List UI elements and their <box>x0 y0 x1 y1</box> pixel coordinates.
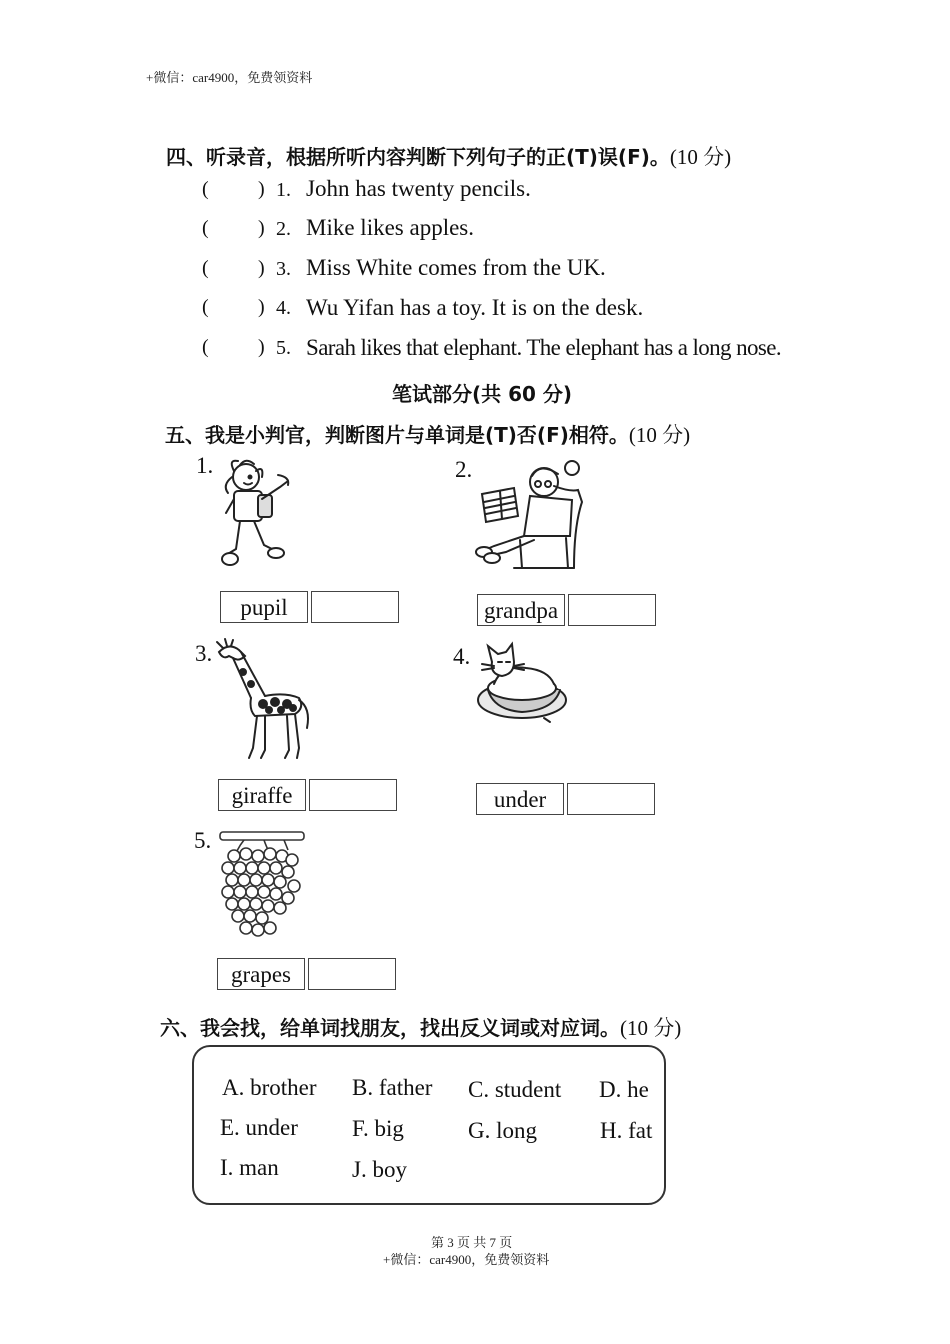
word-option: C. student <box>468 1077 562 1102</box>
word-box: grandpa <box>477 594 565 626</box>
word-option: I. man <box>220 1155 279 1180</box>
grapes-icon <box>214 830 310 942</box>
girl-with-backpack-icon <box>218 455 298 575</box>
answer-paren-close: ) <box>258 178 265 200</box>
word-option: G. long <box>468 1118 537 1143</box>
word-option: D. he <box>599 1077 649 1102</box>
watermark-top: +微信：car4900，免费领资料 <box>146 70 313 85</box>
section-6-title <box>160 1012 681 1042</box>
question-number: 5. <box>276 337 291 359</box>
answer-box[interactable] <box>311 591 399 623</box>
question-text: Mike likes apples. <box>306 215 474 240</box>
picture-number: 5. <box>194 828 212 853</box>
word-box: pupil <box>220 591 308 623</box>
section-6-points: (10 分) <box>620 1016 682 1040</box>
picture-number: 4. <box>453 644 471 669</box>
question-text: John has twenty pencils. <box>306 176 531 201</box>
answer-box[interactable] <box>568 594 656 626</box>
answer-paren-close: ) <box>258 296 265 318</box>
answer-paren-open[interactable]: ( <box>202 217 209 239</box>
section-5-title <box>165 419 690 449</box>
word-option: E. under <box>220 1115 298 1140</box>
answer-paren-open[interactable]: ( <box>202 336 209 358</box>
word-option: A. brother <box>222 1075 317 1100</box>
giraffe-icon <box>215 638 315 766</box>
picture-number: 2. <box>455 457 473 482</box>
question-text: Miss White comes from the UK. <box>306 255 606 280</box>
word-bank <box>192 1045 666 1205</box>
word-option: F. big <box>352 1116 404 1141</box>
word-option: H. fat <box>600 1118 653 1143</box>
answer-paren-open[interactable]: ( <box>202 178 209 200</box>
answer-box[interactable] <box>567 783 655 815</box>
section-4-title-text: 四、听录音，根据所听内容判断下列句子的正(T)误(F)。 <box>166 145 670 169</box>
answer-box[interactable] <box>309 779 397 811</box>
picture-number: 1. <box>196 453 214 478</box>
question-number: 4. <box>276 297 291 319</box>
section-4-title <box>166 141 731 171</box>
section-6-title-text: 六、我会找，给单词找朋友，找出反义词或对应词。 <box>160 1016 620 1040</box>
page-number: 第 3 页 共 7 页 <box>431 1235 513 1250</box>
cat-in-hat-icon <box>474 640 574 724</box>
question-number: 1. <box>276 179 291 201</box>
word-box: under <box>476 783 564 815</box>
grandma-reading-icon <box>474 456 589 574</box>
section-5-points: (10 分) <box>628 423 691 447</box>
answer-paren-close: ) <box>258 257 265 279</box>
written-part-heading: 笔试部分(共 60 分) <box>392 382 573 406</box>
picture-number: 3. <box>195 641 213 666</box>
answer-paren-close: ) <box>258 217 265 239</box>
answer-paren-open[interactable]: ( <box>202 296 209 318</box>
answer-paren-close: ) <box>258 336 265 358</box>
word-box: giraffe <box>218 779 306 811</box>
word-option: B. father <box>352 1075 433 1100</box>
section-4-points: (10 分) <box>669 145 732 169</box>
question-text: Sarah likes that elephant. The elephant has a long nose. <box>306 335 782 360</box>
word-box: grapes <box>217 958 305 990</box>
question-number: 2. <box>276 218 291 240</box>
answer-paren-open[interactable]: ( <box>202 257 209 279</box>
answer-box[interactable] <box>308 958 396 990</box>
watermark-bottom: +微信：car4900，免费领资料 <box>383 1252 550 1267</box>
question-number: 3. <box>276 258 291 280</box>
word-option: J. boy <box>352 1157 407 1182</box>
question-text: Wu Yifan has a toy. It is on the desk. <box>306 295 644 320</box>
section-5-title-text: 五、我是小判官，判断图片与单词是(T)否(F)相符。 <box>165 423 629 447</box>
